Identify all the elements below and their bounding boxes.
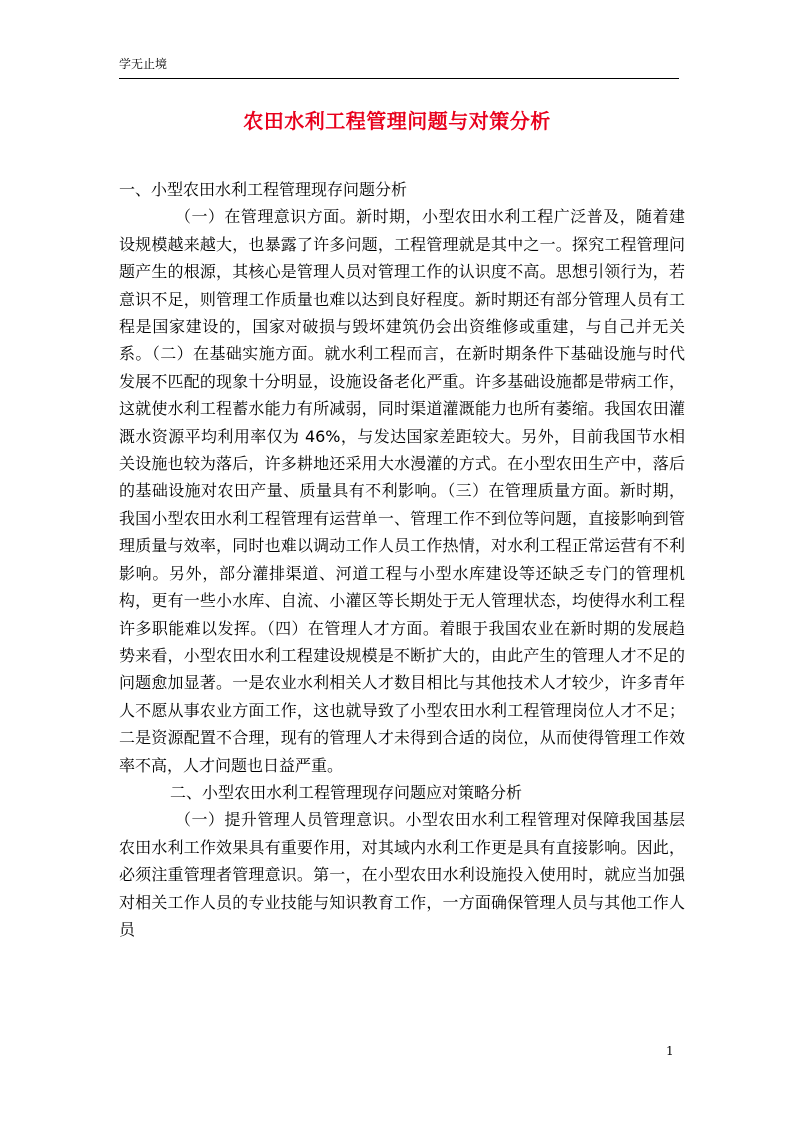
section-1-heading: 一、小型农田水利工程管理现存问题分析 [119, 180, 408, 199]
document-title: 农田水利工程管理问题与对策分析 [243, 109, 551, 133]
section-2-paragraph: （一）提升管理人员管理意识。小型农田水利工程管理对保障我国基层农田水利工作效果具有重要作用，对其域内水利工作更是具有直接影响。因此，必须注重管理者管理意识。第一，在小型农田水利设施投入使用时，就应当加强对相关工作人员的专业技能与知识教育工作，一方面确保管理人员与其他工作人员 [119, 810, 685, 939]
section-2-heading: 二、小型农田水利工程管理现存问题应对策略分析 [170, 782, 523, 802]
page-header: 学无止境 [119, 57, 168, 71]
page-number: 1 [666, 1044, 674, 1058]
header-divider [119, 78, 679, 79]
section-1-paragraph: （一）在管理意识方面。新时期，小型农田水利工程广泛普及，随着建设规模越来越大，也暴露了许多问题，工程管理就是其中之一。探究工程管理问题产生的根源，其核心是管理人员对管理工作的认识度不高。思想引领行为，若意识不足，则管理工作质量也难以达到良好程度。新时期还有部分管理人员有工程是国家建设的，国家对破损与毁坏建筑仍会出资维修或重建，与自己并无关系。（二）在基础实施方面。就水利工程而言，在新时期条件下基础设施与时代发展不匹配的现象十分明显，设施设备老化严重。许多基础设施都是带病工作，这就使水利工程蓄水能力有所减弱，同时渠道灌溉能力也所有萎缩。我国农田灌溉水资源平均利用率仅为 46%，与发达国家差距较大。另外，目前我国节水相关设施也较为落后，许多耕地还采用大水漫灌的方式。在小型农田生产中，落后的基础设施对农田产量、质量具有不利影响。（三）在管理质量方面。新时期，我国小型农田水利工程管理有运营单一、管理工作不到位等问题，直接影响到管理质量与效率，同时也难以调动工作人员工作热情，对水利工程正常运营有不利影响。另外，部分灌排渠道、河道工程与小型水库建设等还缺乏专门的管理机构，更有一些小水库、自流、小灌区等长期处于无人管理状态，均使得水利工程许多职能难以发挥。（四）在管理人才方面。着眼于我国农业在新时期的发展趋势来看，小型农田水利工程建设规模是不断扩大的，由此产生的管理人才不足的问题愈加显著。一是农业水利相关人才数目相比与其他技术人才较少，许多青年人不愿从事农业方面工作，这也就导致了小型农田水利工程管理岗位人才不足；二是资源配置不合理，现有的管理人才未得到合适的岗位，从而使得管理工作效率不高，人才问题也日益严重。 [119, 207, 685, 775]
document-body [119, 176, 685, 943]
